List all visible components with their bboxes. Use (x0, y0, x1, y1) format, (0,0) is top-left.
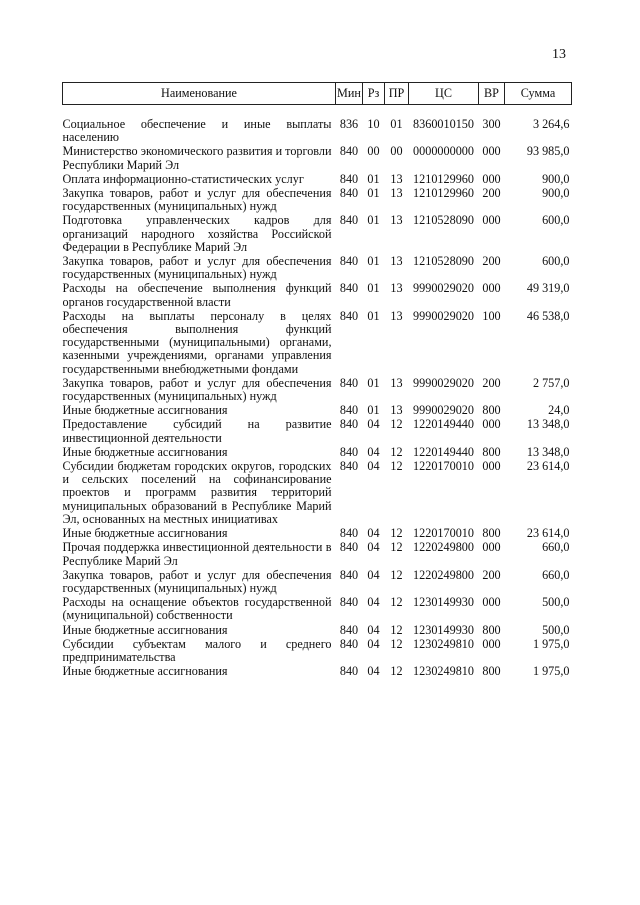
cell-cs: 1210129960 (413, 186, 474, 201)
table-spacer (63, 105, 572, 119)
cell-cs: 1210528090 (413, 254, 474, 269)
cell-rz: 04 (367, 567, 380, 582)
cell-name: Министерство экономического развития и торговли Республики Марий Эл (62, 144, 332, 172)
cell-cs: 1220170010 (413, 526, 474, 541)
cell-vr: 000 (482, 144, 501, 159)
cell-sum: 660,0 (542, 567, 570, 582)
cell-name: Расходы на оснащение объектов государственной (муниципальной) собственности (62, 595, 332, 623)
cell-name: Социальное обеспечение и иные выплаты населению (62, 117, 332, 145)
cell-cs: 1220170010 (413, 459, 474, 474)
page-number: 13 (552, 47, 566, 62)
cell-pr: 12 (390, 622, 403, 637)
cell-vr: 000 (482, 281, 501, 296)
cell-cs: 1220149440 (413, 417, 474, 432)
cell-min: 840 (339, 186, 359, 201)
cell-name: Расходы на выплаты персоналу в целях обеспечения выполнения функций государственными (муниципальными) органами, казенными учреждениями, органами управления государственными внебюджетными фондами (62, 308, 332, 376)
cell-name: Закупка товаров, работ и услуг для обеспечения государственных (муниципальных) нужд (62, 567, 332, 595)
col-header-pr: ПР (385, 83, 409, 105)
cell-sum: 1 975,0 (532, 664, 570, 679)
cell-name: Подготовка управленческих кадров для организаций народного хозяйства Российской Федерации в Республике Марий Эл (62, 213, 332, 254)
cell-rz: 04 (367, 417, 380, 432)
cell-vr: 000 (482, 213, 501, 228)
cell-cs: 1230249810 (413, 664, 474, 679)
cell-min: 840 (339, 171, 359, 186)
cell-min: 840 (339, 622, 359, 637)
cell-name: Иные бюджетные ассигнования (62, 664, 228, 679)
cell-rz: 01 (367, 186, 380, 201)
cell-rz: 01 (367, 254, 380, 269)
cell-vr: 800 (482, 664, 501, 679)
cell-rz: 01 (367, 213, 380, 228)
col-header-min: Мин (336, 83, 363, 105)
cell-rz: 01 (367, 171, 380, 186)
cell-rz: 04 (367, 595, 380, 610)
cell-min: 840 (339, 444, 359, 459)
cell-cs: 1220249800 (413, 540, 474, 555)
cell-sum: 23 614,0 (526, 459, 570, 474)
cell-vr: 200 (482, 375, 501, 390)
cell-cs: 1220249800 (413, 567, 474, 582)
cell-rz: 01 (367, 281, 380, 296)
cell-vr: 000 (482, 636, 501, 651)
cell-name: Иные бюджетные ассигнования (62, 526, 228, 541)
cell-rz: 04 (367, 664, 380, 679)
cell-sum: 93 985,0 (526, 144, 570, 159)
table-row (63, 173, 572, 187)
cell-sum: 3 264,6 (532, 117, 570, 131)
table-row (63, 418, 572, 445)
cell-sum: 46 538,0 (526, 308, 570, 323)
cell-cs: 9990029020 (413, 403, 474, 418)
table-row (63, 638, 572, 665)
cell-pr: 12 (390, 417, 403, 432)
col-header-sum: Сумма (505, 83, 572, 105)
cell-rz: 04 (367, 444, 380, 459)
cell-pr: 13 (390, 375, 403, 390)
cell-sum: 2 757,0 (532, 375, 570, 390)
cell-sum: 13 348,0 (526, 444, 570, 459)
table-row (63, 255, 572, 282)
cell-sum: 23 614,0 (526, 526, 570, 541)
cell-pr: 12 (390, 664, 403, 679)
cell-sum: 24,0 (548, 403, 570, 418)
cell-vr: 300 (482, 117, 501, 131)
cell-pr: 12 (390, 540, 403, 555)
table-row (63, 310, 572, 377)
cell-cs: 0000000000 (413, 144, 474, 159)
cell-pr: 01 (390, 117, 403, 131)
cell-sum: 900,0 (542, 186, 570, 201)
table-row (63, 624, 572, 638)
cell-min: 840 (339, 213, 359, 228)
cell-name: Закупка товаров, работ и услуг для обеспечения государственных (муниципальных) нужд (62, 375, 332, 404)
cell-rz: 04 (367, 540, 380, 555)
cell-min: 840 (339, 526, 359, 541)
cell-name: Субсидии бюджетам городских округов, городских и сельских поселений на софинансирование проектов и программ развития территорий муниципальных образований в Республике Марий Эл, основанных на местных инициативах (62, 459, 332, 526)
table-row (63, 460, 572, 527)
cell-cs: 9990029020 (413, 375, 474, 390)
cell-sum: 13 348,0 (526, 417, 570, 432)
cell-name: Оплата информационно-статистических услуг (62, 171, 304, 186)
cell-pr: 13 (390, 281, 403, 296)
cell-name: Иные бюджетные ассигнования (62, 403, 228, 418)
cell-pr: 13 (390, 213, 403, 228)
cell-pr: 13 (390, 254, 403, 269)
cell-min: 840 (339, 459, 359, 474)
cell-pr: 13 (390, 171, 403, 186)
table-row (63, 187, 572, 214)
cell-min: 840 (339, 595, 359, 610)
cell-name: Предоставление субсидий на развитие инвестиционной деятельности (62, 417, 332, 445)
cell-name: Субсидии субъектам малого и среднего предпринимательства (62, 636, 332, 664)
cell-vr: 200 (482, 567, 501, 582)
cell-vr: 000 (482, 540, 501, 555)
cell-min: 840 (339, 254, 359, 269)
cell-vr: 000 (482, 417, 501, 432)
cell-sum: 500,0 (542, 622, 570, 637)
cell-rz: 04 (367, 622, 380, 637)
cell-sum: 49 319,0 (526, 281, 570, 296)
cell-rz: 01 (367, 375, 380, 390)
cell-name: Закупка товаров, работ и услуг для обеспечения государственных (муниципальных) нужд (62, 186, 332, 214)
cell-vr: 100 (482, 308, 501, 323)
table-row (63, 569, 572, 596)
table-row (63, 377, 572, 404)
cell-pr: 00 (390, 144, 403, 159)
cell-min: 840 (339, 417, 359, 432)
cell-pr: 12 (390, 636, 403, 651)
cell-min: 840 (339, 375, 359, 390)
cell-pr: 13 (390, 308, 403, 323)
cell-cs: 1210129960 (413, 171, 474, 186)
cell-pr: 13 (390, 403, 403, 418)
table-row (63, 214, 572, 255)
table-row (63, 541, 572, 568)
cell-min: 840 (339, 567, 359, 582)
cell-vr: 800 (482, 622, 501, 637)
cell-pr: 12 (390, 567, 403, 582)
cell-sum: 1 975,0 (532, 636, 570, 651)
cell-min: 840 (339, 308, 359, 323)
table-row (63, 665, 572, 679)
cell-cs: 1210528090 (413, 213, 474, 228)
cell-vr: 200 (482, 186, 501, 201)
cell-sum: 900,0 (542, 171, 570, 186)
cell-sum: 600,0 (542, 213, 570, 228)
table-row (63, 446, 572, 460)
table-body (63, 105, 572, 680)
table-header (63, 83, 572, 105)
cell-min: 840 (339, 664, 359, 679)
cell-pr: 12 (390, 595, 403, 610)
cell-pr: 12 (390, 459, 403, 474)
cell-pr: 12 (390, 444, 403, 459)
cell-vr: 800 (482, 444, 501, 459)
cell-cs: 9990029020 (413, 281, 474, 296)
cell-vr: 000 (482, 595, 501, 610)
col-header-cs: ЦС (409, 83, 479, 105)
cell-cs: 1230249810 (413, 636, 474, 651)
cell-name: Иные бюджетные ассигнования (62, 444, 228, 459)
cell-vr: 800 (482, 403, 501, 418)
cell-min: 836 (339, 117, 359, 131)
table-row (63, 596, 572, 623)
table-row (63, 145, 572, 172)
cell-sum: 660,0 (542, 540, 570, 555)
cell-min: 840 (339, 540, 359, 555)
cell-vr: 000 (482, 171, 501, 186)
table-row (63, 404, 572, 418)
cell-min: 840 (339, 636, 359, 651)
cell-sum: 600,0 (542, 254, 570, 269)
cell-name: Прочая поддержка инвестиционной деятельности в Республике Марий Эл (62, 540, 332, 568)
cell-rz: 04 (367, 459, 380, 474)
cell-vr: 000 (482, 459, 501, 474)
col-header-rz: Рз (363, 83, 385, 105)
cell-name: Расходы на обеспечение выполнения функций органов государственной власти (62, 281, 332, 309)
cell-rz: 04 (367, 636, 380, 651)
cell-rz: 04 (367, 526, 380, 541)
cell-cs: 1220149440 (413, 444, 474, 459)
cell-cs: 1230149930 (413, 595, 474, 610)
table-row (63, 527, 572, 541)
cell-pr: 13 (390, 186, 403, 201)
table-row (63, 118, 572, 145)
budget-table (62, 82, 572, 679)
cell-cs: 8360010150 (413, 117, 474, 131)
cell-rz: 10 (367, 117, 380, 131)
cell-rz: 01 (367, 308, 380, 323)
cell-cs: 1230149930 (413, 622, 474, 637)
cell-name: Закупка товаров, работ и услуг для обеспечения государственных (муниципальных) нужд (62, 254, 332, 282)
cell-vr: 800 (482, 526, 501, 541)
cell-min: 840 (339, 144, 359, 159)
cell-cs: 9990029020 (413, 308, 474, 323)
cell-min: 840 (339, 403, 359, 418)
col-header-vr: ВР (479, 83, 505, 105)
col-header-name: Наименование (63, 83, 336, 105)
cell-vr: 200 (482, 254, 501, 269)
cell-min: 840 (339, 281, 359, 296)
cell-pr: 12 (390, 526, 403, 541)
cell-sum: 500,0 (542, 595, 570, 610)
cell-rz: 01 (367, 403, 380, 418)
cell-rz: 00 (367, 144, 380, 159)
cell-name: Иные бюджетные ассигнования (62, 622, 228, 637)
table-row (63, 282, 572, 309)
